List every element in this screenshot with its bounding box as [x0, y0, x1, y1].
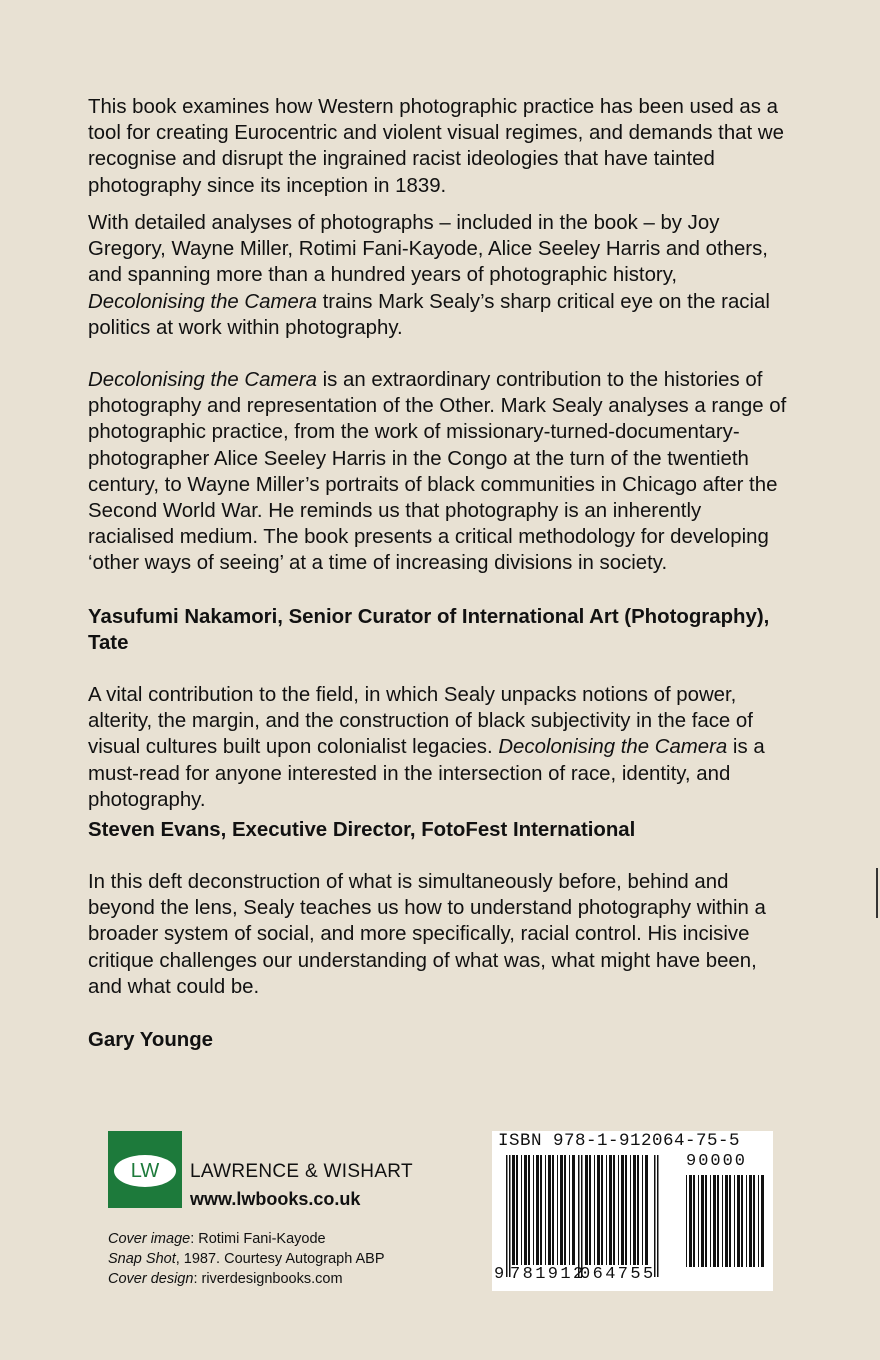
- barcode-bar: [585, 1155, 588, 1265]
- barcode-bar: [533, 1155, 534, 1265]
- barcode-bar: [630, 1155, 631, 1265]
- barcode: [492, 1131, 773, 1291]
- ean-first-digit: 9: [494, 1265, 505, 1284]
- barcode-bar: [761, 1175, 764, 1267]
- snapshot-rest: , 1987. Courtesy Autograph ABP: [175, 1251, 385, 1267]
- quote-attribution-nakamori: Yasufumi Nakamori, Senior Curator of International Art (Photography), Tate: [88, 606, 770, 655]
- barcode-bar: [725, 1175, 728, 1267]
- quote-attribution-evans: Steven Evans, Executive Director, FotoFest International: [88, 819, 636, 841]
- barcode-bar: [545, 1155, 546, 1265]
- ean-left-group: 781912: [510, 1265, 586, 1284]
- barcode-bar: [645, 1155, 648, 1265]
- barcode-guard-bar: [581, 1155, 583, 1277]
- snapshot-credit: [108, 1249, 385, 1269]
- cover-design-value: : riverdesignbooks.com: [193, 1271, 343, 1287]
- book-title-italic: Decolonising the Camera: [88, 290, 317, 313]
- cover-image-credit: [108, 1229, 385, 1249]
- book-title-italic: Decolonising the Camera: [88, 369, 317, 391]
- ean-right-group: 064755: [580, 1265, 656, 1284]
- barcode-bar: [625, 1155, 627, 1265]
- cover-design-label: Cover design: [108, 1271, 194, 1287]
- snapshot-title: Snap Shot: [108, 1251, 176, 1267]
- barcode-bar: [536, 1155, 539, 1265]
- publisher-name: LAWRENCE & WISHART: [190, 1161, 413, 1182]
- barcode-bar: [613, 1155, 615, 1265]
- barcode-bar: [606, 1155, 607, 1265]
- barcode-bar: [528, 1155, 530, 1265]
- barcode-bar: [758, 1175, 759, 1267]
- barcode-bar: [609, 1155, 612, 1265]
- blurb-paragraph-2: [88, 210, 788, 341]
- quote-younge: In this deft deconstruction of what is simultaneously before, behind and beyond the lens, Sealy teaches us how to understand photography within a broader system of social, and more specifically, racial control. His incisive critique challenges our understanding of what was, what might have been, and what could be.: [88, 871, 766, 998]
- barcode-bar: [564, 1155, 566, 1265]
- quote-evans: [88, 682, 788, 813]
- barcode-bar: [749, 1175, 752, 1267]
- barcode-bar: [753, 1175, 755, 1267]
- barcode-bar: [633, 1155, 636, 1265]
- barcode-bar: [693, 1175, 695, 1267]
- barcode-guard-bar: [578, 1155, 580, 1277]
- price-code: 90000: [686, 1152, 748, 1171]
- barcode-bar: [686, 1175, 687, 1267]
- publisher-logo-oval: [114, 1155, 176, 1187]
- cover-image-label: Cover image: [108, 1231, 191, 1247]
- barcode-bar: [569, 1155, 570, 1265]
- barcode-bar: [705, 1175, 707, 1267]
- barcode-bar: [737, 1175, 740, 1267]
- barcode-bar: [729, 1175, 731, 1267]
- blurb-paragraph-2-start: With detailed analyses of photographs – included in the book – by Joy Gregory, Wayne Miller, Rotimi Fani-Kayode, Alice Seeley Harris and others, and spanning more than a hundred years of photographic history,: [88, 212, 768, 287]
- barcode-bar: [521, 1155, 522, 1265]
- barcode-bar: [710, 1175, 711, 1267]
- barcode-guard-bar: [654, 1155, 656, 1277]
- cover-image-value: : Rotimi Fani-Kayode: [190, 1231, 326, 1247]
- barcode-bar: [621, 1155, 624, 1265]
- barcode-bar: [717, 1175, 719, 1267]
- edge-mark: [876, 868, 878, 918]
- quote-text-start: A vital contribution to the field, in which Sealy unpacks notions of power, alterity, the margin, and the construction of black subjectivity in the face of visual cultures built upon colonialist legacies.: [88, 684, 753, 759]
- barcode-bar: [552, 1155, 554, 1265]
- barcode-bar: [689, 1175, 692, 1267]
- barcode-bar: [746, 1175, 747, 1267]
- barcode-bar: [589, 1155, 591, 1265]
- barcode-bar: [637, 1155, 639, 1265]
- quote-nakamori: [88, 367, 788, 577]
- barcode-bar: [597, 1155, 600, 1265]
- barcode-bar: [642, 1155, 643, 1265]
- barcode-bar: [560, 1155, 563, 1265]
- barcode-bar: [601, 1155, 603, 1265]
- barcode-guard-bar: [506, 1155, 508, 1277]
- barcode-bar: [618, 1155, 619, 1265]
- barcode-bar: [594, 1155, 595, 1265]
- barcode-guard-bar: [657, 1155, 659, 1277]
- cover-design-credit: [108, 1269, 385, 1289]
- cover-credits: [108, 1229, 385, 1289]
- barcode-guard-bar: [509, 1155, 511, 1277]
- book-title-italic: Decolonising the Camera: [498, 736, 728, 759]
- barcode-bar: [713, 1175, 716, 1267]
- quote-text-end: is a must-read for anyone interested in the intersection of race, identity, and photography.: [88, 736, 765, 811]
- quote-attribution-younge: Gary Younge: [88, 1029, 214, 1051]
- barcode-bar: [701, 1175, 704, 1267]
- quote-text: is an extraordinary contribution to the histories of photography and representation of the Other. Mark Sealy analyses a range of photographic practice, from the work of missionary-turned-documentary-photographer Alice Seeley Harris in the Congo at the turn of the twentieth century, to Wayne Miller’s portraits of black communities in Chicago after the Second World War. He reminds us that photography is an inherently racialised medium. The book presents a critical methodology for developing ‘other ways of seeing’ at a time of increasing divisions in society.: [88, 369, 787, 575]
- barcode-bar: [524, 1155, 527, 1265]
- publisher-url: www.lwbooks.co.uk: [190, 1189, 361, 1209]
- barcode-bar: [734, 1175, 735, 1267]
- barcode-bar: [516, 1155, 518, 1265]
- barcode-bar: [512, 1155, 515, 1265]
- barcode-bar: [540, 1155, 542, 1265]
- isbn-label: ISBN 978-1-912064-75-5: [498, 1131, 741, 1151]
- barcode-bar: [557, 1155, 558, 1265]
- publisher-logo-text: LW: [130, 1159, 160, 1182]
- barcode-bar: [722, 1175, 723, 1267]
- barcode-bar: [548, 1155, 551, 1265]
- blurb-paragraph-1: This book examines how Western photographic practice has been used as a tool for creating Eurocentric and violent visual regimes, and demands that we recognise and disrupt the ingrained racist ideologies that have tainted photography since its inception in 1839.: [88, 96, 784, 197]
- barcode-bar: [741, 1175, 743, 1267]
- publisher-logo: [108, 1131, 182, 1208]
- barcode-bar: [698, 1175, 699, 1267]
- blurb-paragraph-2-end: trains Mark Sealy’s sharp critical eye on the racial politics at work within photography.: [88, 290, 770, 339]
- barcode-bar: [572, 1155, 575, 1265]
